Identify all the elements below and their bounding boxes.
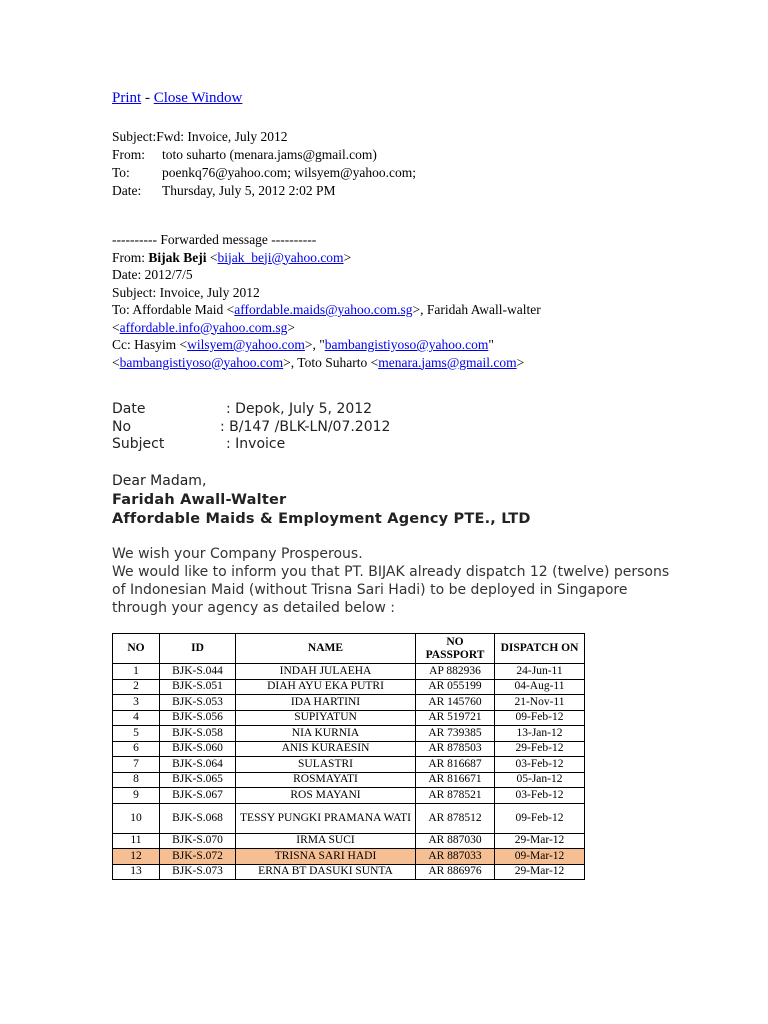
cell-no: 3 bbox=[113, 695, 160, 711]
col-header-no: NO bbox=[113, 634, 160, 664]
date-value: Thursday, July 5, 2012 2:02 PM bbox=[162, 183, 336, 198]
cell-dispatch: 29-Feb-12 bbox=[495, 741, 585, 757]
fwd-cc-mid2: " bbox=[488, 337, 494, 352]
table-row bbox=[113, 664, 585, 680]
cell-id: BJK-S.073 bbox=[160, 864, 236, 880]
forward-divider: ---------- Forwarded message ---------- bbox=[112, 232, 317, 247]
forwarded-message bbox=[112, 231, 541, 371]
fwd-from-email-link[interactable]: bijak_beji@yahoo.com bbox=[217, 249, 344, 265]
cell-passport: AR 886976 bbox=[416, 864, 495, 880]
cell-no: 6 bbox=[113, 741, 160, 757]
fwd-cc-prefix: Cc: Hasyim < bbox=[112, 337, 188, 352]
cell-no: 10 bbox=[113, 803, 160, 833]
meta-no-key: No bbox=[112, 418, 132, 435]
maid-table bbox=[112, 633, 585, 880]
fwd-to-row bbox=[112, 301, 541, 319]
cell-id: BJK-S.056 bbox=[160, 710, 236, 726]
fwd-to-row2: <affordable.info@yahoo.com.sg> bbox=[112, 319, 296, 335]
cell-dispatch: 29-Mar-12 bbox=[495, 833, 585, 849]
cell-passport: AR 816687 bbox=[416, 757, 495, 773]
cell-passport: AR 145760 bbox=[416, 695, 495, 711]
col-header-id: ID bbox=[160, 634, 236, 664]
cell-id: BJK-S.064 bbox=[160, 757, 236, 773]
cell-id: BJK-S.065 bbox=[160, 772, 236, 788]
cell-dispatch: 04-Aug-11 bbox=[495, 679, 585, 695]
cell-passport: AR 739385 bbox=[416, 726, 495, 742]
fwd-cc-email3-link[interactable]: bambangistiyoso@yahoo.com bbox=[119, 354, 284, 370]
cell-dispatch: 03-Feb-12 bbox=[495, 788, 585, 804]
cell-no: 12 bbox=[113, 849, 160, 865]
cell-passport: AP 882936 bbox=[416, 664, 495, 680]
email-header bbox=[112, 128, 416, 200]
table-body bbox=[113, 664, 585, 880]
cell-no: 7 bbox=[113, 757, 160, 773]
table-row bbox=[113, 741, 585, 757]
col-header-dispatch: DISPATCH ON bbox=[495, 634, 585, 664]
cell-no: 9 bbox=[113, 788, 160, 804]
fwd-date-row: Date: 2012/7/5 bbox=[112, 267, 193, 282]
date-row bbox=[112, 182, 416, 200]
fwd-cc-email4-link[interactable]: menara.jams@gmail.com bbox=[378, 354, 517, 370]
cell-id: BJK-S.067 bbox=[160, 788, 236, 804]
cell-no: 1 bbox=[113, 664, 160, 680]
table-row bbox=[113, 679, 585, 695]
table-row bbox=[113, 710, 585, 726]
cell-no: 13 bbox=[113, 864, 160, 880]
recipient-name: Faridah Awall-Walter bbox=[112, 492, 287, 508]
meta-no-value: : B/147 /BLK-LN/07.2012 bbox=[220, 418, 391, 435]
cell-passport: AR 887033 bbox=[416, 849, 495, 865]
from-row bbox=[112, 146, 416, 164]
table-row bbox=[113, 833, 585, 849]
meta-date-value: : Depok, July 5, 2012 bbox=[226, 401, 373, 417]
table-row bbox=[113, 803, 585, 833]
table-row bbox=[113, 757, 585, 773]
close-window-link[interactable]: Close Window bbox=[153, 90, 243, 106]
cell-id: BJK-S.068 bbox=[160, 803, 236, 833]
cell-id: BJK-S.072 bbox=[160, 849, 236, 865]
date-label: Date: bbox=[112, 183, 142, 198]
cell-name: ANIS KURAESIN bbox=[236, 741, 416, 757]
meta-date-key: Date bbox=[112, 401, 146, 417]
cell-id: BJK-S.058 bbox=[160, 726, 236, 742]
cell-name: ROS MAYANI bbox=[236, 788, 416, 804]
fwd-from-name: Bijak Beji bbox=[148, 249, 207, 265]
col-header-passport: NO PASSPORT bbox=[416, 634, 495, 664]
top-nav bbox=[112, 90, 242, 107]
cell-id: BJK-S.051 bbox=[160, 679, 236, 695]
cell-id: BJK-S.060 bbox=[160, 741, 236, 757]
fwd-cc-row2: <bambangistiyoso@yahoo.com>, Toto Suharto <menara.jams@gmail.com> bbox=[112, 354, 525, 370]
fwd-to-email2-link[interactable]: affordable.info@yahoo.com.sg bbox=[119, 319, 288, 335]
cell-passport: AR 519721 bbox=[416, 710, 495, 726]
table-row bbox=[113, 849, 585, 865]
fwd-cc-email2-link[interactable]: bambangistiyoso@yahoo.com bbox=[324, 337, 489, 352]
cell-name: SUPIYATUN bbox=[236, 710, 416, 726]
cell-dispatch: 24-Jun-11 bbox=[495, 664, 585, 680]
fwd-to-email1-link[interactable]: affordable.maids@yahoo.com.sg bbox=[234, 302, 413, 317]
cell-passport: AR 878521 bbox=[416, 788, 495, 804]
table-row bbox=[113, 788, 585, 804]
cell-dispatch: 09-Feb-12 bbox=[495, 710, 585, 726]
recipient-company: Affordable Maids & Employment Agency PTE., LTD bbox=[112, 511, 531, 527]
fwd-cc-email1-link[interactable]: wilsyem@yahoo.com bbox=[187, 337, 305, 352]
nav-separator: - bbox=[141, 90, 154, 106]
fwd-to-prefix: To: Affordable Maid < bbox=[112, 302, 235, 317]
from-value: toto suharto (menara.jams@gmail.com) bbox=[162, 147, 377, 162]
cell-passport: AR 887030 bbox=[416, 833, 495, 849]
cell-name: ROSMAYATI bbox=[236, 772, 416, 788]
cell-no: 5 bbox=[113, 726, 160, 742]
subject-row bbox=[112, 128, 416, 146]
fwd-cc-mid3: >, Toto Suharto < bbox=[283, 354, 379, 370]
col-header-name: NAME bbox=[236, 634, 416, 664]
table-row bbox=[113, 695, 585, 711]
cell-name: INDAH JULAEHA bbox=[236, 664, 416, 680]
table-row bbox=[113, 772, 585, 788]
fwd-from-prefix: From: bbox=[112, 249, 149, 265]
cell-id: BJK-S.070 bbox=[160, 833, 236, 849]
cell-name: DIAH AYU EKA PUTRI bbox=[236, 679, 416, 695]
fwd-to-mid: >, Faridah Awall-walter bbox=[412, 302, 541, 317]
cell-passport: AR 878503 bbox=[416, 741, 495, 757]
subject-label: Subject: bbox=[112, 129, 157, 144]
table-row bbox=[113, 726, 585, 742]
to-label: To: bbox=[112, 165, 130, 180]
meta-subject-key: Subject bbox=[112, 436, 165, 452]
cell-passport: AR 055199 bbox=[416, 679, 495, 695]
table-row bbox=[113, 864, 585, 880]
cell-no: 4 bbox=[113, 710, 160, 726]
cell-dispatch: 29-Mar-12 bbox=[495, 864, 585, 880]
cell-id: BJK-S.053 bbox=[160, 695, 236, 711]
cell-dispatch: 09-Feb-12 bbox=[495, 803, 585, 833]
cell-dispatch: 05-Jan-12 bbox=[495, 772, 585, 788]
body-line1: We wish your Company Prosperous. bbox=[112, 546, 363, 562]
cell-dispatch: 13-Jan-12 bbox=[495, 726, 585, 742]
cell-dispatch: 03-Feb-12 bbox=[495, 757, 585, 773]
cell-name: SULASTRI bbox=[236, 757, 416, 773]
fwd-subject-row: Subject: Invoice, July 2012 bbox=[112, 284, 260, 300]
fwd-cc-mid1: >, " bbox=[304, 337, 325, 352]
meta-subject-value: : Invoice bbox=[226, 436, 286, 452]
cell-id: BJK-S.044 bbox=[160, 664, 236, 680]
cell-name: ERNA BT DASUKI SUNTA bbox=[236, 864, 416, 880]
cell-name: IRMA SUCI bbox=[236, 833, 416, 849]
fwd-from-row: From: Bijak Beji <bijak_beji@yahoo.com> bbox=[112, 249, 352, 265]
cell-name: TRISNA SARI HADI bbox=[236, 849, 416, 865]
cell-dispatch: 09-Mar-12 bbox=[495, 849, 585, 865]
greeting: Dear Madam, bbox=[112, 473, 207, 489]
cell-passport: AR 878512 bbox=[416, 803, 495, 833]
cell-passport: AR 816671 bbox=[416, 772, 495, 788]
cell-no: 11 bbox=[113, 833, 160, 849]
cell-no: 2 bbox=[113, 679, 160, 695]
print-link[interactable]: Print bbox=[112, 90, 142, 106]
subject-value: Fwd: Invoice, July 2012 bbox=[156, 129, 288, 144]
to-row bbox=[112, 164, 416, 182]
salutation bbox=[112, 472, 531, 529]
cell-name: TESSY PUNGKI PRAMANA WATI bbox=[236, 803, 416, 833]
letter-body bbox=[112, 545, 672, 617]
cell-dispatch: 21-Nov-11 bbox=[495, 695, 585, 711]
cell-name: IDA HARTINI bbox=[236, 695, 416, 711]
table-header-row bbox=[113, 634, 585, 664]
fwd-cc-row bbox=[112, 336, 541, 354]
cell-no: 8 bbox=[113, 772, 160, 788]
cell-name: NIA KURNIA bbox=[236, 726, 416, 742]
body-line2: We would like to inform you that PT. BIJAK already dispatch 12 (twelve) persons of Indonesian Maid (without Trisna Sari Hadi) to be deployed in Singapore through your agency as detailed below : bbox=[112, 564, 670, 616]
from-label: From: bbox=[112, 147, 146, 162]
to-value: poenkq76@yahoo.com; wilsyem@yahoo.com; bbox=[162, 165, 416, 180]
